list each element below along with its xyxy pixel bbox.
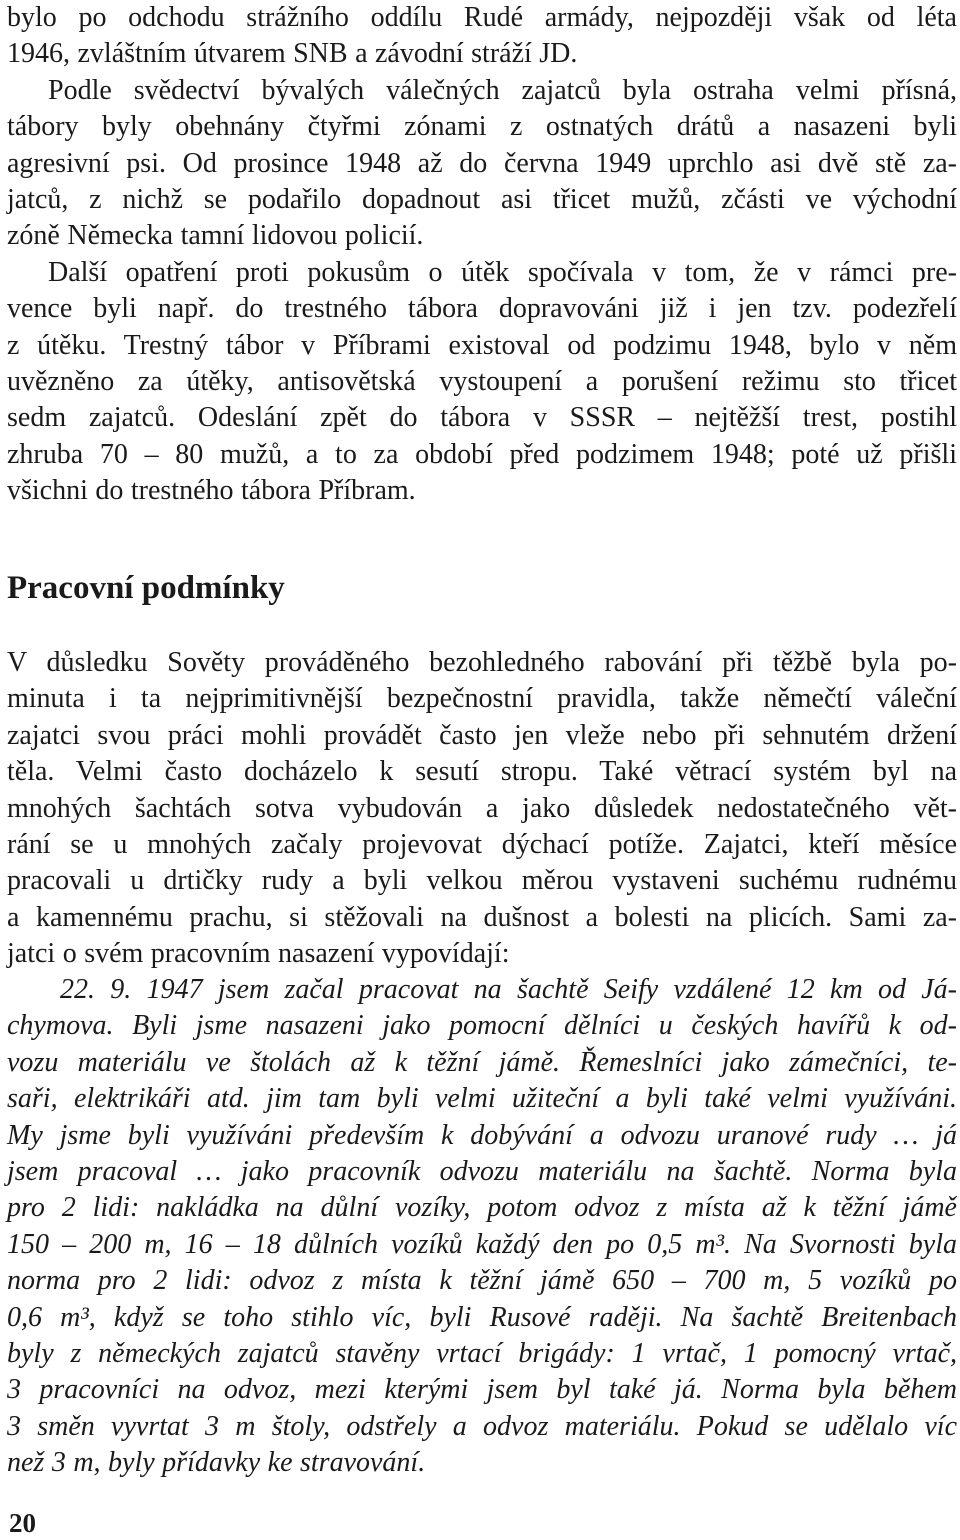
text-line: 3 pracovníci na odvoz, mezi kterými jsem byl také já. Norma byla během bbox=[7, 1374, 957, 1406]
text-line: agresivní psi. Od prosince 1948 až do června 1949 uprchlo asi dvě stě za- bbox=[7, 147, 957, 179]
text-line: vozu materiálu ve štolách až k těžní jámě. Řemeslníci jako zámečníci, te- bbox=[7, 1046, 957, 1078]
text-line: těla. Velmi často docházelo k sesutí stropu. Také větrací systém byl na bbox=[7, 756, 957, 788]
text-line: jatci o svém pracovním nasazení vypovídají: bbox=[7, 938, 510, 970]
section-heading: Pracovní podmínky bbox=[7, 570, 285, 606]
text-line: 0,6 m³, když se toho stihlo víc, byli Rusové raději. Na šachtě Breitenbach bbox=[7, 1301, 957, 1333]
text-line: jsem pracoval … jako pracovník odvozu materiálu na šachtě. Norma byla bbox=[7, 1156, 957, 1188]
text-line: minuta i ta nejprimitivnější bezpečnostní pravidla, takže němečtí váleční bbox=[7, 683, 957, 715]
text-line: saři, elektrikáři atd. jim tam byli velmi užiteční a byli také velmi využíváni. bbox=[7, 1083, 957, 1115]
text-line: 150 – 200 m, 16 – 18 důlních vozíků každý den po 0,5 m³. Na Svornosti byla bbox=[7, 1228, 957, 1260]
text-line: vence byli např. do trestného tábora dopravováni již i jen tzv. podezřelí bbox=[7, 293, 957, 325]
text-line: V důsledku Sověty prováděného bezohledného rabování při těžbě byla po- bbox=[7, 647, 957, 678]
page-number: 20 bbox=[9, 1508, 36, 1538]
text-line: byly z německých zajatců stavěny vrtací brigády: 1 vrtač, 1 pomocný vrtač, bbox=[7, 1338, 957, 1370]
text-line: bylo po odchodu strážního oddílu Rudé armády, nejpozději však od léta bbox=[7, 2, 957, 33]
text-line: rání se u mnohých začaly projevovat dýchací potíže. Zajatci, kteří měsíce bbox=[7, 829, 957, 861]
text-line: zóně Německa tamní lidovou policií. bbox=[7, 220, 424, 252]
text-line: 3 směn vyvrtat 3 m štoly, odstřely a odvoz materiálu. Pokud se udělalo víc bbox=[7, 1410, 957, 1442]
text-line: a kamennému prachu, si stěžovali na dušnost a bolesti na plicích. Sami za- bbox=[7, 901, 957, 933]
text-line: chymova. Byli jsme nasazeni jako pomocní dělníci u českých havířů k od- bbox=[7, 1010, 957, 1042]
text-line: norma pro 2 lidi: odvoz z místa k těžní jámě 650 – 700 m, 5 vozíků po bbox=[7, 1265, 957, 1297]
text-line: pro 2 lidi: nakládka na důlní vozíky, potom odvoz z místa až k těžní jámě bbox=[7, 1192, 957, 1224]
paragraph-block-guard bbox=[7, 0, 957, 510]
text-line: sedm zajatců. Odeslání zpět do tábora v SSSR – nejtěžší trest, postihl bbox=[7, 402, 957, 434]
text-line: tábory byly obehnány čtyřmi zónami z ostnatých drátů a nasazeni byli bbox=[7, 111, 957, 143]
text-line: zhruba 70 – 80 mužů, a to za období před podzimem 1948; poté už přišli bbox=[7, 438, 957, 470]
paragraph-block-conditions bbox=[7, 645, 957, 973]
text-line: 1946, zvláštním útvarem SNB a závodní stráží JD. bbox=[7, 38, 578, 70]
text-line: z útěku. Trestný tábor v Příbrami existoval od podzimu 1948, bylo v něm bbox=[7, 329, 957, 361]
text-line: všichni do trestného tábora Příbram. bbox=[7, 475, 416, 507]
text-line: uvězněno za útěky, antisovětská vystoupení a porušení režimu sto třicet bbox=[7, 366, 957, 398]
text-line: My jsme byli využíváni především k dobývání a odvozu uranové rudy … já bbox=[7, 1119, 957, 1151]
text-line: pracovali u drtičky rudy a byli velkou měrou vystaveni suchému rudnému bbox=[7, 865, 957, 897]
text-line: jatců, z nichž se podařilo dopadnout asi třicet mužů, zčásti ve východní bbox=[7, 184, 957, 216]
text-line: 22. 9. 1947 jsem začal pracovat na šachtě Seify vzdálené 12 km od Já- bbox=[60, 974, 957, 1005]
testimony-quote bbox=[7, 972, 957, 1482]
text-line: Další opatření proti pokusům o útěk spočívala v tom, že v rámci pre- bbox=[48, 256, 957, 288]
text-line: mnohých šachtách sotva vybudován a jako důsledek nedostatečného vět- bbox=[7, 792, 957, 824]
text-line: zajatci svou práci mohli provádět často jen vleže nebo při sehnutém držení bbox=[7, 719, 957, 751]
text-line: než 3 m, byly přídavky ke stravování. bbox=[7, 1447, 426, 1479]
text-line: Podle svědectví bývalých válečných zajatců byla ostraha velmi přísná, bbox=[48, 74, 957, 106]
